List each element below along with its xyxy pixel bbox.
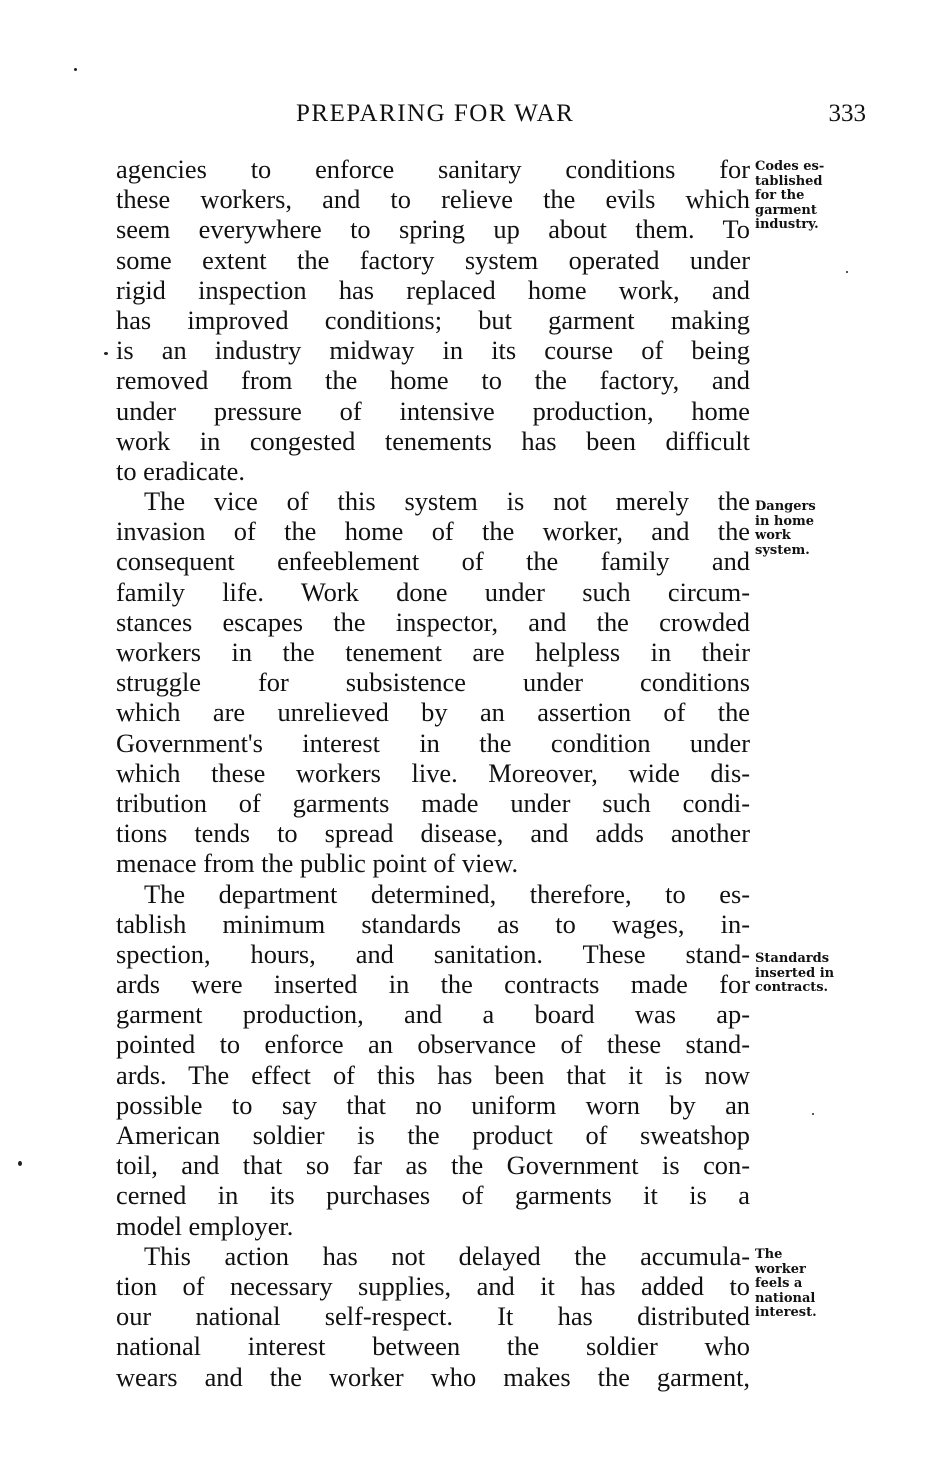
text-line: menace from the public point of view. xyxy=(116,848,519,879)
margin-note-line: industry. xyxy=(755,217,819,232)
scan-speck xyxy=(846,271,848,273)
margin-note-line: national xyxy=(755,1290,816,1306)
margin-note-line: in home xyxy=(755,513,815,529)
text-line: The vice of this system is not merely the xyxy=(144,486,750,517)
margin-note-line: Codes es- xyxy=(755,159,825,174)
text-line: national interest between the soldier who xyxy=(116,1331,750,1362)
margin-note-line: garment xyxy=(755,202,817,218)
text-line: some extent the factory system operated under xyxy=(116,244,750,275)
margin-note-line: inserted in xyxy=(755,965,835,981)
text-line: to eradicate. xyxy=(116,455,245,486)
text-line: garment production, and a board was ap- xyxy=(116,999,750,1030)
text-line: pointed to enforce an observance of these stand- xyxy=(116,1029,750,1060)
text-line: tions tends to spread disease, and adds another xyxy=(116,818,750,849)
text-line: This action has not delayed the accumula- xyxy=(144,1240,750,1271)
margin-note-line: The xyxy=(755,1247,783,1262)
margin-note-line: contracts. xyxy=(755,980,829,995)
text-line: which are unrelieved by an assertion of the xyxy=(116,697,750,728)
paragraph xyxy=(116,879,750,1241)
text-line: wears and the worker who makes the garment, xyxy=(116,1361,750,1392)
text-line: Government's interest in the condition under xyxy=(116,727,750,758)
text-line: work in congested tenements has been difficult xyxy=(116,425,750,456)
running-header xyxy=(296,100,866,132)
body-text xyxy=(116,154,750,1392)
margin-note-dangers xyxy=(755,500,875,558)
text-line: cerned in its purchases of garments it is a xyxy=(116,1180,750,1211)
text-line: which these workers live. Moreover, wide dis- xyxy=(116,757,750,788)
text-line: model employer. xyxy=(116,1210,294,1241)
text-line: under pressure of intensive production, home xyxy=(116,395,750,426)
paragraph xyxy=(116,154,750,486)
text-line: agencies to enforce sanitary conditions for xyxy=(116,154,750,184)
margin-note-line: Dangers xyxy=(755,499,816,514)
margin-note-line: tablished xyxy=(755,173,823,189)
text-line: tablish minimum standards as to wages, in- xyxy=(116,908,750,939)
text-line: has improved conditions; but garment making xyxy=(116,304,750,335)
page-number: 333 xyxy=(828,100,866,127)
text-line: toil, and that so far as the Government is con- xyxy=(116,1150,750,1181)
paragraph xyxy=(116,1241,750,1392)
margin-note-line: system. xyxy=(755,542,810,558)
margin-note-worker xyxy=(755,1248,875,1321)
scan-speck xyxy=(104,352,108,355)
text-line: ards were inserted in the contracts made for xyxy=(116,969,750,1000)
text-line: rigid inspection has replaced home work, and xyxy=(116,274,750,305)
margin-note-standards xyxy=(755,952,875,996)
text-line: spection, hours, and sanitation. These stand- xyxy=(116,938,750,969)
margin-note-codes xyxy=(755,160,875,233)
text-line: struggle for subsistence under conditions xyxy=(116,667,750,698)
running-title: PREPARING FOR WAR xyxy=(296,100,575,127)
text-line: family life. Work done under such circum- xyxy=(116,576,750,607)
text-line: The department determined, therefore, to es- xyxy=(144,878,750,909)
text-line: stances escapes the inspector, and the crowded xyxy=(116,606,750,637)
margin-note-line: Standards xyxy=(755,951,830,966)
text-line: consequent enfeeblement of the family and xyxy=(116,546,750,577)
text-line: American soldier is the product of sweatshop xyxy=(116,1120,750,1150)
margin-note-line: interest. xyxy=(755,1305,817,1320)
text-line: ards. The effect of this has been that it is now xyxy=(116,1059,750,1090)
paragraph xyxy=(116,486,750,878)
scan-speck xyxy=(812,1113,814,1115)
margin-note-line: worker xyxy=(755,1261,806,1277)
text-line: these workers, and to relieve the evils which xyxy=(116,184,750,215)
margin-note-line: for the xyxy=(755,188,805,203)
text-line: possible to say that no uniform worn by an xyxy=(116,1089,750,1120)
text-line: removed from the home to the factory, and xyxy=(116,365,750,396)
text-line: invasion of the home of the worker, and the xyxy=(116,516,750,547)
text-line: workers in the tenement are helpless in their xyxy=(116,637,750,667)
margin-note-line: feels a xyxy=(755,1276,803,1291)
scan-speck xyxy=(18,1161,22,1166)
text-line: is an industry midway in its course of being xyxy=(116,335,750,366)
text-line: tion of necessary supplies, and it has added to xyxy=(116,1270,750,1301)
text-line: our national self-respect. It has distributed xyxy=(116,1301,750,1332)
text-line: seem everywhere to spring up about them. To xyxy=(116,214,750,245)
margin-note-line: work xyxy=(755,528,791,543)
scan-speck xyxy=(74,68,77,71)
text-line: tribution of garments made under such condi- xyxy=(116,787,750,818)
